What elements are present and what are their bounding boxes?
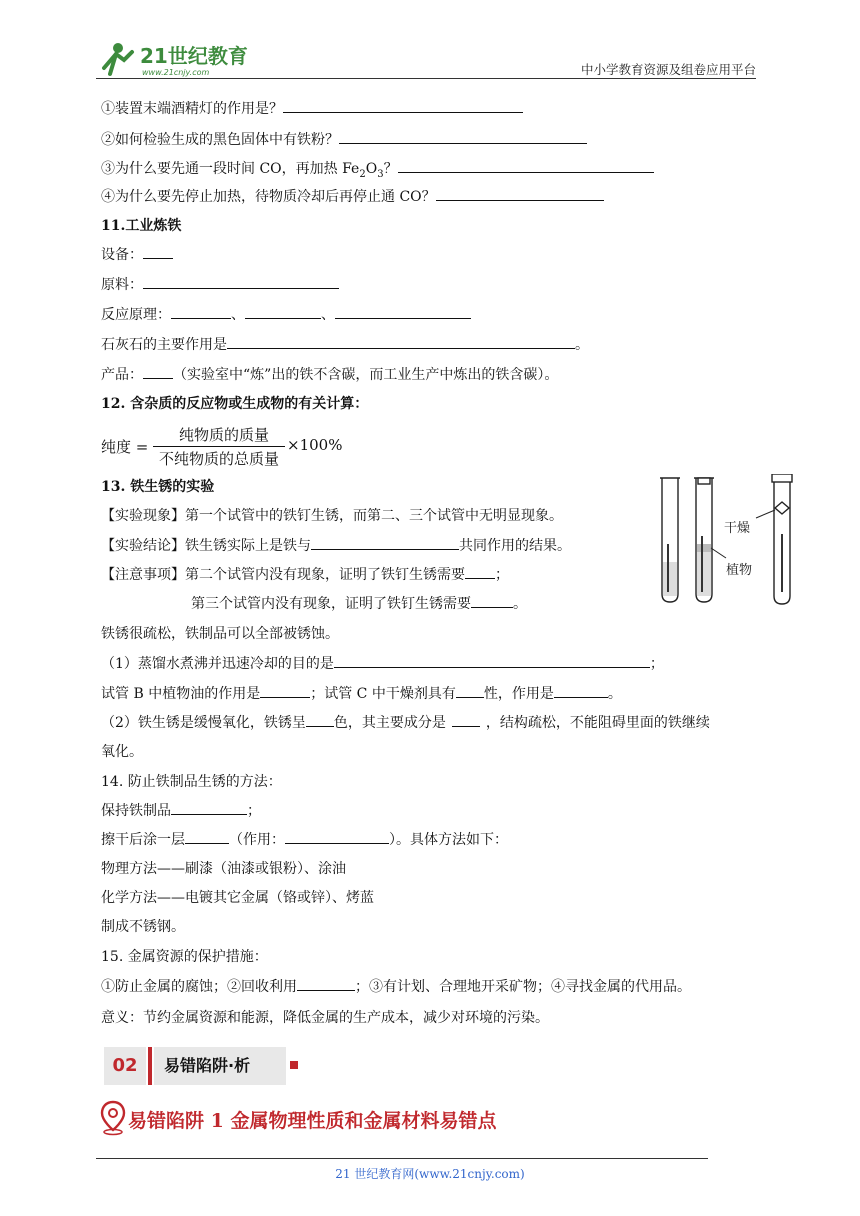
section-number: 02 <box>104 1047 146 1085</box>
location-pin-icon <box>100 1100 130 1136</box>
section-title: 易错陷阱·析 <box>154 1047 286 1085</box>
s12-title: 12. 含杂质的反应物或生成物的有关计算： <box>101 396 369 412</box>
s13-title: 13. 铁生锈的实验 <box>101 479 215 495</box>
footer-link[interactable]: 21 世纪教育网(www.21cnjy.com) <box>335 1167 525 1181</box>
s14-chemical: 化学方法——电镀其它金属（铬或锌）、烤蓝 <box>101 890 374 906</box>
s11-product: 产品： （实验室中“炼”出的铁不含碳，而工业生产中炼出的铁含碳）。 <box>101 367 559 383</box>
q2-line: ②如何检验生成的黑色固体中有铁粉？ <box>101 131 587 149</box>
label-oil: 植物 <box>726 563 753 578</box>
label-dry: 干燥 <box>724 521 751 536</box>
s13-part1b: 试管 B 中植物油的作用是 ；试管 C 中干燥剂具有 性，作用是 。 <box>101 686 622 702</box>
s13-part2: （2）铁生锈是缓慢氧化，铁锈呈 色，其主要成分是 ，结构疏松，不能阻碍里面的铁继续 <box>101 715 710 731</box>
s13-conclusion: 【实验结论】铁生锈实际上是铁与 共同作用的结果。 <box>101 538 571 554</box>
s11-device: 设备： <box>101 246 173 264</box>
section-square-icon <box>290 1061 298 1069</box>
s15-measures: ①防止金属的腐蚀；②回收利用 ；③有计划、合理地开采矿物；④寻找金属的代用品。 <box>101 979 691 995</box>
s11-material: 原料： <box>101 276 339 294</box>
s14-physical: 物理方法——刷漆（油漆或银粉）、涂油 <box>101 861 346 877</box>
q4-line: ④为什么要先停止加热，待物质冷却后再停止通 CO？ <box>101 188 604 206</box>
section-banner <box>104 1047 296 1085</box>
section-accent-bar <box>148 1047 152 1085</box>
s13-part2-cont: 氧化。 <box>101 744 143 760</box>
s13-loose: 铁锈很疏松，铁制品可以全部被锈蚀。 <box>101 626 339 642</box>
s13-note2: 第三个试管内没有现象，证明了铁钉生锈需要 。 <box>191 596 527 612</box>
q1-line: ①装置末端酒精灯的作用是？ <box>101 100 523 118</box>
s14-steel: 制成不锈钢。 <box>101 919 185 935</box>
s14-title: 14. 防止铁制品生锈的方法： <box>101 774 282 790</box>
q3-line: ③为什么要先通一段时间 CO，再加热 $Fe_2O_3$？ <box>101 160 654 184</box>
s15-meaning: 意义：节约金属资源和能源，降低金属的生产成本，减少对环境的污染。 <box>101 1010 549 1026</box>
logo-text: 21世纪教育 <box>140 44 248 68</box>
s14-keep: 保持铁制品 ； <box>101 803 261 819</box>
site-logo <box>96 38 266 78</box>
s14-coat: 擦干后涂一层 （作用： ）。具体方法如下： <box>101 832 508 848</box>
rust-experiment-figure <box>656 474 796 608</box>
footer-divider <box>96 1158 708 1159</box>
s13-part1: （1）蒸馏水煮沸并迅速冷却的目的是 ； <box>101 656 664 672</box>
header-divider <box>96 78 756 79</box>
s11-lime: 石灰石的主要作用是 。 <box>101 337 589 353</box>
trap-heading <box>100 1100 497 1136</box>
logo-sub: www.21cnjy.com <box>142 68 210 77</box>
s11-title: 11.工业炼铁 <box>101 218 182 234</box>
s11-reaction: 反应原理： 、 、 <box>101 306 471 324</box>
platform-name: 中小学教育资源及组卷应用平台 <box>580 62 756 77</box>
trap-title: 易错陷阱 1 金属物理性质和金属材料易错点 <box>128 1110 497 1132</box>
s13-phenomenon: 【实验现象】第一个试管中的铁钉生锈，而第二、三个试管中无明显现象。 <box>101 508 563 524</box>
s15-title: 15. 金属资源的保护措施： <box>101 949 268 965</box>
s13-note: 【注意事项】第二个试管内没有现象，证明了铁钉生锈需要 ； <box>101 567 509 583</box>
